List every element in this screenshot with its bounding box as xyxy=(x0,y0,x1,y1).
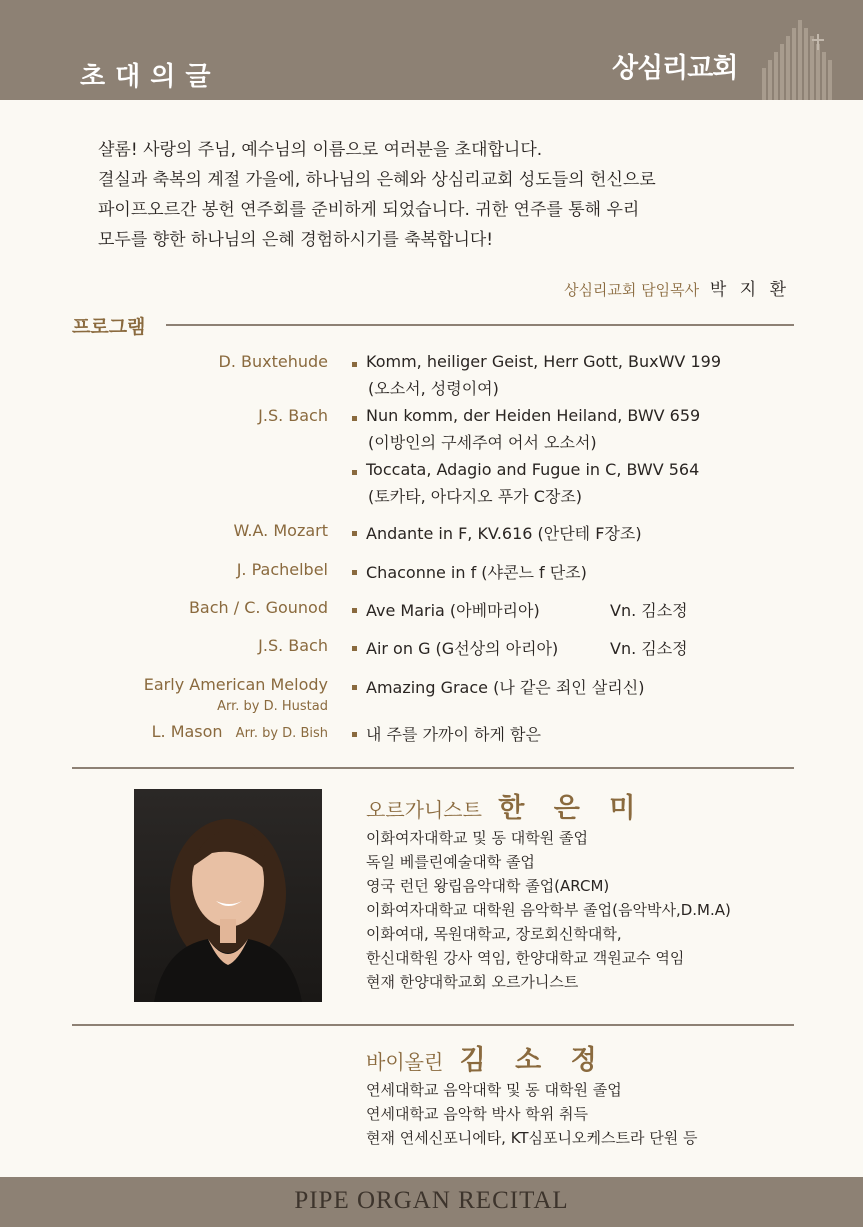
program-heading: 프로그램 xyxy=(72,316,146,338)
organ-pipes-icon xyxy=(760,18,835,100)
violinist-heading xyxy=(366,1038,607,1077)
violinist-name: 김 소 정 xyxy=(459,1045,607,1076)
composer: D. Buxtehude xyxy=(218,352,328,371)
bullet-icon xyxy=(352,531,357,536)
composer: J.S. Bach xyxy=(258,636,328,655)
organist-heading xyxy=(366,786,645,825)
piece-name: Air on G (G선상의 아리아) xyxy=(366,639,559,658)
program-divider xyxy=(166,324,794,326)
section-divider xyxy=(72,1024,794,1026)
violinist-role: 바이올린 xyxy=(366,1050,444,1074)
piece-title: 내 주를 가까이 하게 함은 xyxy=(366,725,541,744)
piece-title: Chaconne in f (샤콘느 f 단조) xyxy=(366,563,587,582)
piece-subtitle: (이방인의 구세주여 어서 오소서) xyxy=(368,433,597,452)
bio-line: 연세대학교 음악대학 및 동 대학원 졸업 xyxy=(366,1081,622,1099)
bullet-icon xyxy=(352,646,357,651)
invitation-text xyxy=(98,135,818,255)
composer: J. Pachelbel xyxy=(236,560,328,579)
piece-title: Nun komm, der Heiden Heiland, BWV 659 xyxy=(366,406,701,425)
signature xyxy=(510,275,790,300)
signature-role: 상심리교회 담임목사 xyxy=(563,281,700,299)
violinist-bio xyxy=(366,1078,697,1150)
organist-photo xyxy=(134,789,322,1002)
bullet-icon xyxy=(352,416,357,421)
composer-name: L. Mason xyxy=(151,722,223,741)
organist-bio xyxy=(366,826,731,994)
signature-name: 박 지 환 xyxy=(709,280,790,300)
bio-line: 현재 연세신포니에타, KT심포니오케스트라 단원 등 xyxy=(366,1129,698,1147)
footer-title: PIPE ORGAN RECITAL xyxy=(294,1187,569,1214)
bio-line: 이화여자대학교 대학원 음악학부 졸업(음악박사,D.M.A) xyxy=(366,901,731,919)
arranger: Arr. by D. Bish xyxy=(235,726,328,741)
bullet-icon xyxy=(352,685,357,690)
organist-name: 한 은 미 xyxy=(498,793,646,824)
composer: Bach / C. Gounod xyxy=(188,598,328,617)
composer xyxy=(152,722,328,741)
bio-line: 이화여대, 목원대학교, 장로회신학대학, xyxy=(366,925,622,943)
piece-title: Toccata, Adagio and Fugue in C, BWV 564 xyxy=(366,460,700,479)
bullet-icon xyxy=(352,732,357,737)
arranger: Arr. by D. Hustad xyxy=(217,699,328,714)
piece-title: Amazing Grace (나 같은 죄인 살리신) xyxy=(366,678,645,697)
performer-note: Vn. 김소정 xyxy=(610,639,688,658)
composer: Early American Melody xyxy=(143,675,328,694)
intro-line: 샬롬! 사랑의 주님, 예수님의 이름으로 여러분을 초대합니다. xyxy=(98,140,543,160)
composer: W.A. Mozart xyxy=(233,521,328,540)
intro-line: 파이프오르간 봉헌 연주회를 준비하게 되었습니다. 귀한 연주를 통해 우리 xyxy=(98,200,640,220)
bio-line: 독일 베를린예술대학 졸업 xyxy=(366,853,535,871)
bullet-icon xyxy=(352,470,357,475)
piece-subtitle: (오소서, 성령이여) xyxy=(368,379,499,398)
bio-line: 연세대학교 음악학 박사 학위 취득 xyxy=(366,1105,588,1123)
church-name: 상심리교회 xyxy=(612,53,738,84)
piece-subtitle: (토카타, 아다지오 푸가 C장조) xyxy=(368,487,583,506)
bio-line: 영국 런던 왕립음악대학 졸업(ARCM) xyxy=(366,877,610,895)
performer-note: Vn. 김소정 xyxy=(610,601,688,620)
piece-title: Andante in F, KV.616 (안단테 F장조) xyxy=(366,524,642,543)
composer: J.S. Bach xyxy=(258,406,328,425)
section-divider xyxy=(72,767,794,769)
bullet-icon xyxy=(352,570,357,575)
bio-line: 현재 한양대학교회 오르가니스트 xyxy=(366,973,579,991)
piece-title xyxy=(366,598,688,621)
piece-name: Ave Maria (아베마리아) xyxy=(366,601,540,620)
page-title: 초대의글 xyxy=(80,62,221,92)
piece-title: Komm, heiliger Geist, Herr Gott, BuxWV 199 xyxy=(366,352,721,371)
organist-role: 오르가니스트 xyxy=(366,798,482,822)
piece-title xyxy=(366,636,688,659)
bullet-icon xyxy=(352,362,357,367)
bio-line: 이화여자대학교 및 동 대학원 졸업 xyxy=(366,829,588,847)
intro-line: 결실과 축복의 계절 가을에, 하나님의 은혜와 상심리교회 성도들의 헌신으로 xyxy=(98,170,656,190)
intro-line: 모두를 향한 하나님의 은혜 경험하시기를 축복합니다! xyxy=(98,230,494,250)
bio-line: 한신대학원 강사 역임, 한양대학교 객원교수 역임 xyxy=(366,949,685,967)
bullet-icon xyxy=(352,608,357,613)
